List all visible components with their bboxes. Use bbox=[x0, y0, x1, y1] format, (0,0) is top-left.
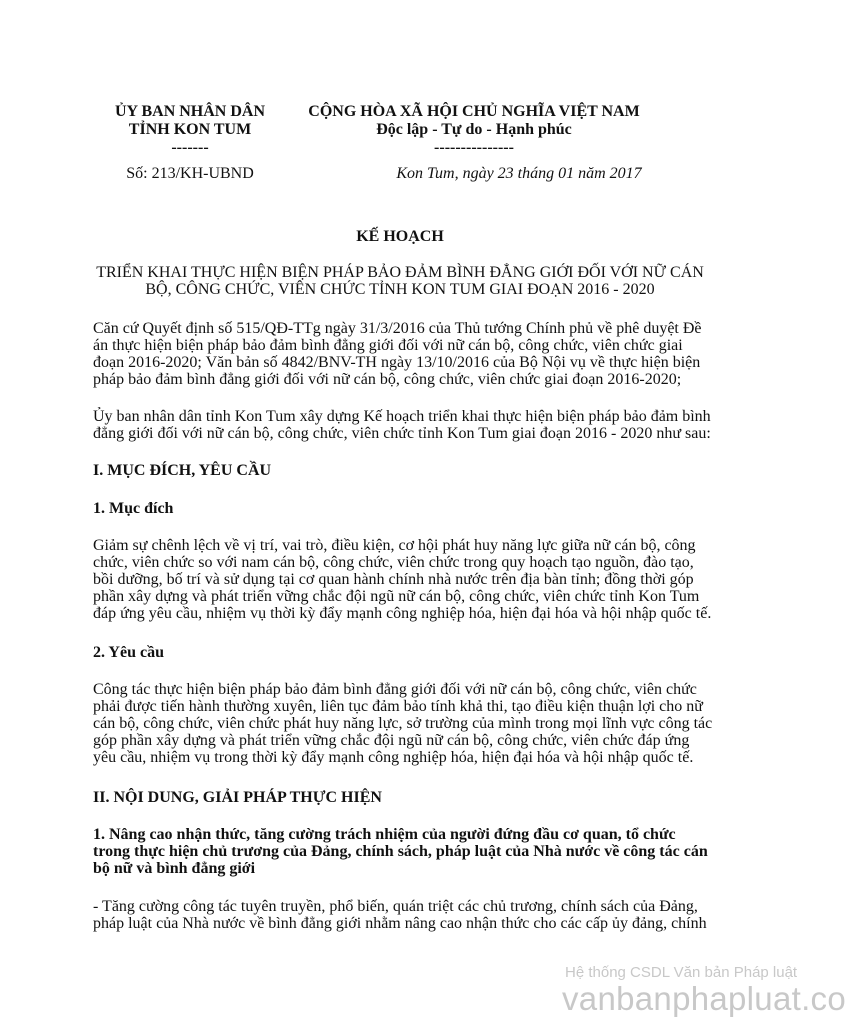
national-title: CỘNG HÒA XÃ HỘI CHỦ NGHĨA VIỆT NAM bbox=[308, 103, 640, 120]
item-1-heading: 1. Nâng cao nhận thức, tăng cường trách nhiệm của người đứng đầu cơ quan, tổ chức trong thực hiện chủ trương của Đảng, chính sách, pháp luật của Nhà nước về công tác cán bộ nữ và bình đẳng giới bbox=[93, 826, 708, 877]
issuing-agency-line2: TỈNH KON TUM bbox=[128, 121, 252, 138]
document-type: KẾ HOẠCH bbox=[356, 228, 444, 245]
document-subject-line1: TRIỂN KHAI THỰC HIỆN BIỆN PHÁP BẢO ĐẢM BÌNH ĐẲNG GIỚI ĐỐI VỚI NỮ CÁN bbox=[96, 264, 704, 281]
item-1-paragraph: - Tăng cường công tác tuyên truyền, phổ biến, quán triệt các chủ trương, chính sách của Đảng, pháp luật của Nhà nước về bình đẳng giới nhằm nâng cao nhận thức cho các cấp ủy đảng, chính bbox=[93, 898, 707, 932]
requirements-heading: 2. Yêu cầu bbox=[93, 644, 164, 661]
watermark-site: vanbanphapluat.co bbox=[562, 980, 846, 1017]
purpose-heading: 1. Mục đích bbox=[93, 500, 174, 517]
requirements-paragraph: Công tác thực hiện biện pháp bảo đảm bình đẳng giới đối với nữ cán bộ, công chức, viên chức phải được tiến hành thường xuyên, liên tục đảm bảo tính khả thi, tạo điều kiện thuận lợi cho nữ cán bộ, công chức, viên chức phát huy năng lực, sở trường của mình trong mọi lĩnh vực công tác góp phần xây dựng và phát triển vững chắc đội ngũ nữ cán bộ, công chức, viên chức đáp ứng yêu cầu, nhiệm vụ trong thời kỳ đẩy mạnh công nghiệp hóa, hiện đại hóa và hội nhập quốc tế. bbox=[93, 681, 713, 766]
agency-rule: ------- bbox=[171, 139, 209, 156]
watermark-caption: Hệ thống CSDL Văn bản Pháp luật bbox=[565, 964, 798, 981]
intro-paragraph: Ủy ban nhân dân tỉnh Kon Tum xây dựng Kế hoạch triển khai thực hiện biện pháp bảo đảm bình đẳng giới đối với nữ cán bộ, công chức, viên chức tỉnh Kon Tum giai đoạn 2016 - 2020 như sau: bbox=[93, 408, 711, 442]
issuing-agency-line1: ỦY BAN NHÂN DÂN bbox=[114, 103, 266, 120]
legal-basis-paragraph: Căn cứ Quyết định số 515/QĐ-TTg ngày 31/3/2016 của Thủ tướng Chính phủ về phê duyệt Đề án thực hiện biện pháp bảo đảm bình đẳng giới đối với nữ cán bộ, công chức, viên chức giai đoạn 2016-2020; Văn bản số 4842/BNV-TH ngày 13/10/2016 của Bộ Nội vụ về thực hiện biện pháp bảo đảm bình đẳng giới đối với nữ cán bộ, công chức, viên chức giai đoạn 2016-2020; bbox=[93, 320, 702, 388]
document-subject-line2: BỘ, CÔNG CHỨC, VIÊN CHỨC TỈNH KON TUM GIAI ĐOẠN 2016 - 2020 bbox=[145, 281, 655, 298]
section-1-heading: I. MỤC ĐÍCH, YÊU CẦU bbox=[93, 462, 272, 479]
national-motto: Độc lập - Tự do - Hạnh phúc bbox=[376, 121, 572, 138]
purpose-paragraph: Giảm sự chênh lệch về vị trí, vai trò, điều kiện, cơ hội phát huy năng lực giữa nữ cán bộ, công chức, viên chức so với nam cán bộ, công chức, viên chức trong quy hoạch tạo nguồn, đào tạo, bồi dưỡng, bố trí và sử dụng tại cơ quan hành chính nhà nước trên địa bàn tỉnh; đồng thời góp phần xây dựng và phát triển vững chắc đội ngũ nữ cán bộ, công chức, viên chức tỉnh Kon Tum đáp ứng yêu cầu, nhiệm vụ thời kỳ đẩy mạnh công nghiệp hóa, hiện đại hóa và hội nhập quốc tế. bbox=[93, 537, 712, 622]
place-and-date: Kon Tum, ngày 23 tháng 01 năm 2017 bbox=[396, 165, 642, 182]
section-2-heading: II. NỘI DUNG, GIẢI PHÁP THỰC HIỆN bbox=[93, 789, 382, 806]
national-rule: --------------- bbox=[434, 139, 514, 156]
document-number: Số: 213/KH-UBND bbox=[126, 165, 254, 182]
